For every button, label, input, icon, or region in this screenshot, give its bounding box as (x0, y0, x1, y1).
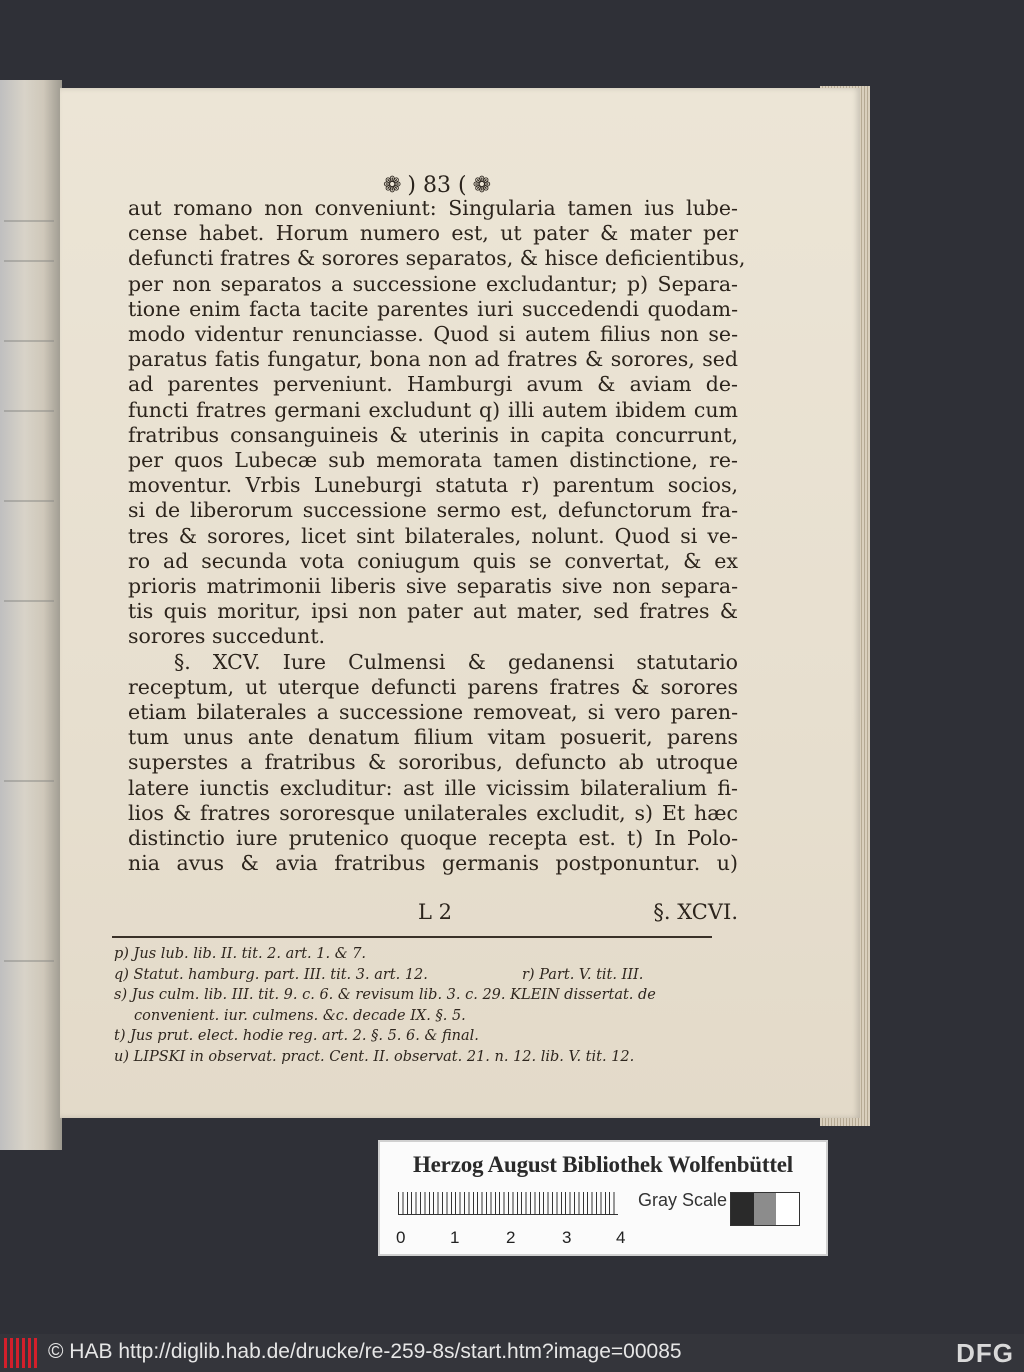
text-line: prioris matrimonii liberis sive separatis sive non separa- (128, 574, 738, 599)
catchword: §. XCVI. (653, 900, 738, 924)
text-line: aut romano non conveniunt: Singularia tamen ius lube- (128, 196, 738, 220)
text-line: defuncti fratres & sorores separatos, & hisce deficientibus, (128, 246, 746, 271)
gray-scale-label: Gray Scale (638, 1190, 728, 1210)
ruler-number: 3 (562, 1228, 572, 1247)
left-page-edge (0, 80, 62, 1150)
body-text (128, 196, 746, 876)
text-line: si de liberorum successione sermo est, defunctorum fra- (128, 498, 738, 523)
text-line: tum unus ante denatum filium vitam posuerit, parens (128, 725, 738, 750)
text-line: moventur. Vrbis Luneburgi statuta r) parentum socios, (128, 473, 738, 498)
swatch-mid (754, 1193, 777, 1225)
dfg-logo: DFG (956, 1338, 1014, 1368)
library-label (378, 1140, 828, 1256)
text-line: tione enim facta tacite parentes iuri succedendi quodam- (128, 296, 738, 321)
text-line: per quos Lubecæ sub memorata tamen distinctione, re- (128, 448, 738, 473)
text-line: etiam bilaterales a successione removeat, si vero paren- (128, 700, 738, 725)
text-line: lios & fratres sororesque unilaterales excludit, s) Et hæc (128, 800, 738, 825)
measurement-ruler (398, 1192, 618, 1215)
ruler-number: 1 (450, 1228, 460, 1247)
footnotes (114, 944, 724, 1067)
section-heading-line: §. XCV. Iure Culmensi & gedanensi statutario (174, 649, 738, 674)
page-number: ) 83 ( (407, 172, 467, 198)
hab-logo-icon (4, 1338, 40, 1368)
text-line: functi fratres germani excludunt q) illi autem ibidem cum (128, 397, 738, 422)
text-line: latere iunctis excluditur: ast ille vicissim bilateralium fi- (128, 775, 738, 800)
footnote-s-continued: convenient. iur. culmens. &c. decade IX. §. 5. (134, 1007, 466, 1024)
rosette-right-icon: ❁ (472, 172, 492, 198)
text-line: cense habet. Horum numero est, ut pater & mater per (128, 221, 738, 246)
library-name: Herzog August Bibliothek Wolfenbüttel (412, 1152, 794, 1177)
text-line: nia avus & avia fratribus germanis postponuntur. u) (128, 851, 738, 876)
footnote-s: s) Jus culm. lib. III. tit. 9. c. 6. & revisum lib. 3. c. 29. KLEIN dissertat. de (114, 987, 656, 1003)
ruler-number: 0 (396, 1228, 406, 1247)
swatch-light (776, 1193, 799, 1225)
text-line: sorores succedunt. (128, 624, 326, 649)
text-line: ad parentes perveniunt. Hamburgi avum & aviam de- (128, 372, 738, 397)
text-line: tres & sorores, licet sint bilaterales, nolunt. Quod si ve- (128, 523, 738, 548)
text-line: tis quis moritur, ipsi non pater aut mater, sed fratres & (128, 599, 738, 624)
text-line: superstes a fratribus & sororibus, defuncto ab utroque (128, 750, 738, 775)
footnote-rule (112, 936, 712, 938)
footnote-r: r) Part. V. tit. III. (522, 966, 644, 983)
gray-scale-swatches (730, 1192, 800, 1226)
text-line: fratribus consanguineis & uterinis in capita concurrunt, (128, 422, 738, 447)
text-line: distinctio iure prutenico quoque recepta est. t) In Polo- (128, 826, 738, 851)
footnote-t: t) Jus prut. elect. hodie reg. art. 2. §. 5. 6. & final. (114, 1028, 479, 1044)
text-line: paratus fatis fungatur, bona non ad fratres & sorores, sed (128, 347, 738, 372)
swatch-dark (731, 1193, 754, 1225)
rosette-left-icon: ❁ (382, 172, 402, 198)
footer-bar (0, 1334, 1024, 1372)
text-line: receptum, ut uterque defuncti parens fratres & sorores (128, 674, 738, 699)
text-line: modo videntur renunciasse. Quod si autem filius non se- (128, 322, 738, 347)
ruler-number: 2 (506, 1228, 516, 1247)
text-line: per non separatos a successione excludantur; p) Separa- (128, 271, 738, 296)
ruler-number: 4 (616, 1228, 626, 1247)
footnote-p: p) Jus lub. lib. II. tit. 2. art. 1. & 7. (114, 946, 367, 962)
signature-mark: L 2 (418, 900, 452, 924)
source-url[interactable]: © HAB http://diglib.hab.de/drucke/re-259-8s/start.htm?image=00085 (48, 1340, 682, 1363)
footnote-q: q) Statut. hamburg. part. III. tit. 3. art. 12. (114, 966, 428, 983)
page-signature-row (128, 900, 738, 930)
footnote-u: u) LIPSKI in observat. pract. Cent. II. observat. 21. n. 12. lib. V. tit. 12. (114, 1048, 635, 1065)
text-line: ro ad secunda vota coniugum quis se convertat, & ex (128, 548, 738, 573)
footnote-q-row (114, 965, 724, 986)
